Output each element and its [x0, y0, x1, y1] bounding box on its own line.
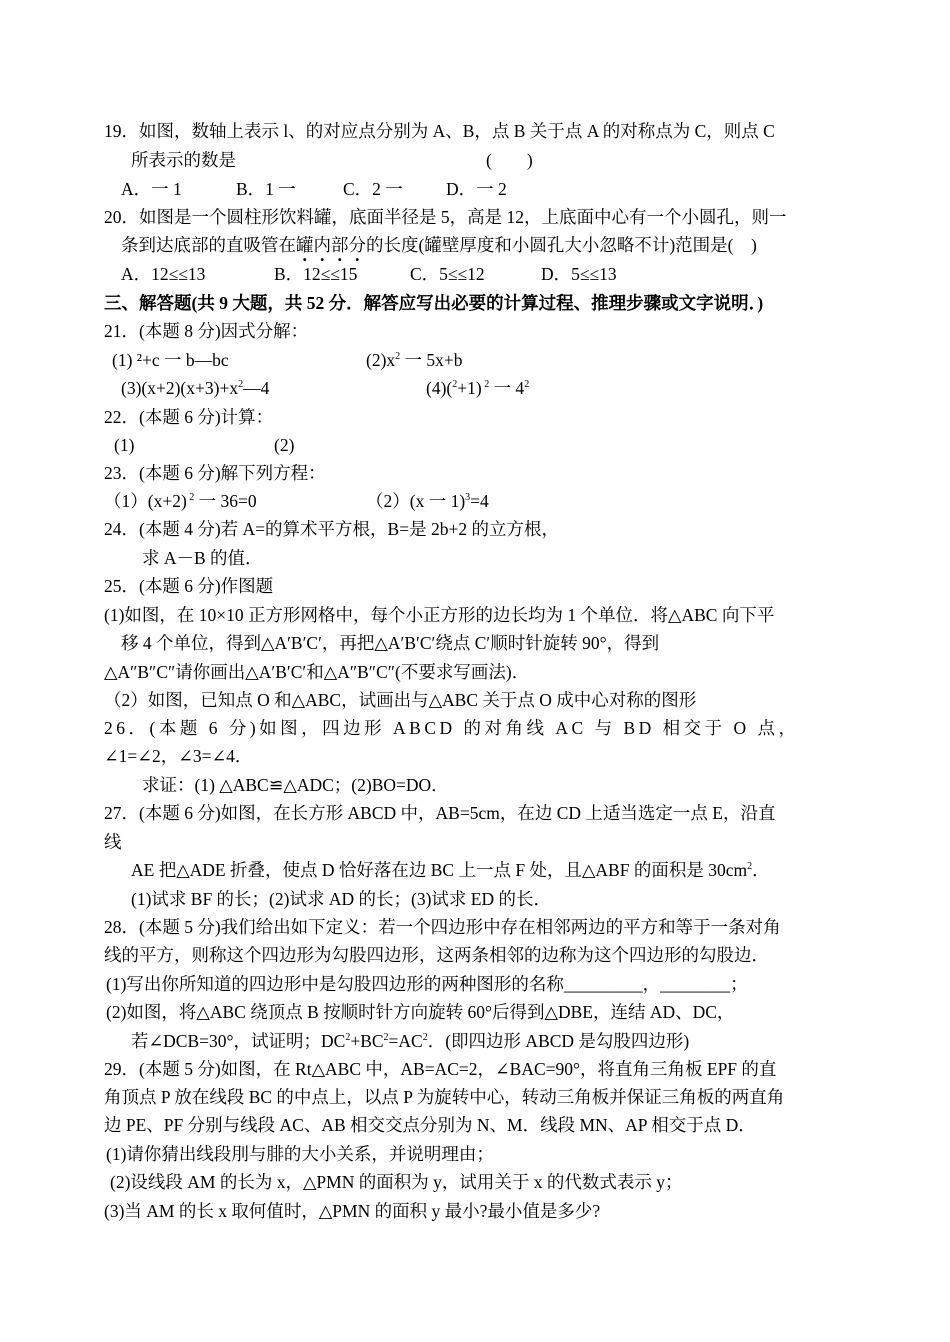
- q28-line3: (1)写出你所知道的四边形中是勾股四边形的两种图形的名称_________，________；: [106, 974, 748, 994]
- q28-line1: 28．(本题 5 分)我们给出如下定义：若一个四边形中存在相邻两边的平方和等于一条对角: [104, 917, 781, 937]
- q20-line2-pre: 条到达底部的直吸管在: [121, 235, 296, 255]
- q21-heading: 21．(本题 8 分)因式分解：: [104, 321, 309, 341]
- q25-part1-line2: 移 4 个单位，得到△A′B′C′，再把△A′B′C′绕点 C′顺时针旋转 90°，得到: [121, 633, 660, 653]
- q23-part2-text: （2）(x 一 1): [366, 491, 466, 511]
- q23-part1: [104, 490, 257, 512]
- q28-line4: (2)如图，将△ABC 绕顶点 B 按顺时针方向旋转 60°后得到△DBE，连结 AD、DC，: [106, 1002, 735, 1022]
- q23-part2-text: =4: [470, 491, 489, 511]
- q25-heading: 25．(本题 6 分)作图题: [104, 576, 274, 596]
- q26-line1: [104, 717, 846, 739]
- q29-line3: 边 PE、PF 分别与线段 AC、AB 相交交点分别为 N、M．线段 MN、AP 相交于点 D．: [104, 1115, 756, 1135]
- q21-part4-text: +1): [457, 378, 482, 398]
- q19-option-b: B．1 一: [236, 179, 296, 199]
- q19-option-a: A．一 1: [121, 179, 182, 199]
- q26-line1-justified: [104, 717, 846, 739]
- q20-option-c: C．5≤≤12: [410, 264, 485, 284]
- q24-line1: 24．(本题 4 分)若 A=的算术平方根，B=是 2b+2 的立方根，: [104, 519, 559, 539]
- q20-line2: [121, 234, 757, 256]
- q20-line1: 20．如图是一个圆柱形饮料罐，底面半径是 5，高是 12，上底面中心有一个小圆孔，则一: [104, 207, 787, 227]
- q19-line2: 所表示的数是: [131, 150, 236, 170]
- q23-heading: 23．(本题 6 分)解下列方程：: [104, 463, 326, 483]
- q22-part1: (1): [114, 435, 135, 455]
- q21-part3-text: —4: [243, 378, 270, 398]
- q21-part2-text: (2)x: [366, 350, 396, 370]
- q26-line2: ∠1=∠2，∠3=∠4．: [104, 746, 253, 766]
- q28-line5-text: +BC: [350, 1031, 384, 1051]
- q27-line3-text: ．: [752, 860, 770, 880]
- q23-part1-text: 一 36=0: [194, 491, 257, 511]
- emphasis-char: 分: [348, 235, 366, 255]
- q20-option-b: B．12≤≤15: [274, 264, 358, 284]
- exponent: 3: [465, 492, 471, 503]
- q29-line5: (2)设线段 AM 的长为 x，△PMN 的面积为 y，试用关于 x 的代数式表示 y；: [110, 1172, 683, 1192]
- q28-line5: [131, 1030, 689, 1052]
- q29-line2: 角顶点 P 放在线段 BC 的中点上，以点 P 为旋转中心，转动三角板并保证三角板的两直角: [104, 1087, 785, 1107]
- q21-part2: [366, 349, 463, 371]
- q28-line5-text: ．(即四边形 ABCD 是勾股四边形): [427, 1031, 690, 1051]
- q21-part4-text: (4)(: [426, 378, 453, 398]
- q27-line3: [131, 859, 770, 881]
- q29-line4: (1)请你猜出线段刖与腓的大小关系，并说明理由；: [106, 1144, 494, 1164]
- q28-line2: 线的平方，则称这个四边形为勾股四边形，这两条相邻的边称为这个四边形的勾股边．: [104, 945, 769, 965]
- q27-line2: 线: [104, 832, 122, 852]
- emphasis-char: 部: [331, 235, 349, 255]
- exponent: 2: [747, 861, 753, 872]
- q22-part2: (2): [274, 435, 295, 455]
- q20-line2-post: 的长度(罐壁厚度和小圆孔大小忽略不计)范围是( ): [366, 235, 757, 255]
- exponent: 2: [524, 379, 530, 390]
- q20-option-a: A．12≤≤13: [121, 264, 206, 284]
- emphasis-char: 罐: [296, 235, 314, 255]
- q23-part1-text: （1）(x+2): [104, 491, 187, 511]
- emphasis-char: 内: [313, 235, 331, 255]
- q27-line4: (1)试求 BF 的长；(2)试求 AD 的长；(3)试求 ED 的长．: [131, 889, 551, 909]
- exponent: 2: [186, 492, 195, 503]
- exponent: 2: [452, 379, 458, 390]
- exponent: 2: [481, 379, 490, 390]
- exponent: 2: [422, 1032, 428, 1043]
- q21-part1: (1) ²+c 一 b—bc: [112, 350, 229, 370]
- q27-line1: 27．(本题 6 分)如图，在长方形 ABCD 中，AB=5cm，在边 CD 上适当选定一点 E，沿直: [104, 803, 776, 823]
- q21-part3: [121, 377, 269, 399]
- q19-answer-paren: ( ): [486, 150, 533, 170]
- q24-line2: 求 A－B 的值．: [142, 548, 263, 568]
- q25-part2: （2）如图，已知点 O 和△ABC，试画出与△ABC 关于点 O 成中心对称的图形: [104, 690, 697, 710]
- q28-line5-text: =AC: [388, 1031, 423, 1051]
- q19-option-d: D．一 2: [446, 179, 507, 199]
- q22-heading: 22．(本题 6 分)计算：: [104, 407, 274, 427]
- q20-option-d: D．5≤≤13: [541, 264, 617, 284]
- q21-part2-text: 一 5x+b: [400, 350, 463, 370]
- q21-part4: [426, 377, 529, 399]
- q21-part4-text: 一 4: [489, 378, 525, 398]
- q19-line1: 19．如图，数轴上表示 l、的对应点分别为 A、B，点 B 关于点 A 的对称点为 C，则点 C: [104, 121, 775, 141]
- q29-line6: (3)当 AM 的长 x 取何值时，△PMN 的面积 y 最小?最小值是多少?: [104, 1201, 601, 1221]
- q26-line3: 求证：(1) △ABC≌△ADC；(2)BO=DO．: [142, 775, 449, 795]
- q25-part1-line1: (1)如图，在 10×10 正方形网格中，每个小正方形的边长均为 1 个单位．将△ABC 向下平: [104, 605, 775, 625]
- q26-line1-text: 26．(本题 6 分)如图，四边形 ABCD 的对角线 AC 与 BD 相交于 O 点，: [104, 718, 800, 738]
- exponent: 2: [345, 1032, 351, 1043]
- q19-option-c: C．2 一: [343, 179, 403, 199]
- q28-line5-text: 若∠DCB=30°，试证明；DC: [131, 1031, 346, 1051]
- q29-line1: 29．(本题 5 分)如图，在 Rt△ABC 中，AB=AC=2，∠BAC=90°，将直角三角板 EPF 的直: [104, 1059, 777, 1079]
- q21-part3-text: (3)(x+2)(x+3)+x: [121, 378, 239, 398]
- q25-part1-line3: △A″B″C″请你画出△A′B′C′和△A″B″C″(不要求写画法)．: [104, 662, 530, 682]
- exponent: 2: [383, 1032, 389, 1043]
- exponent: 2: [395, 351, 401, 362]
- section-3-heading: 三、解答题(共 9 大题，共 52 分．解答应写出必要的计算过程、推理步骤或文字说明．): [104, 293, 764, 313]
- q23-part2: [366, 490, 489, 512]
- q27-line3-text: AE 把△ADE 折叠，使点 D 恰好落在边 BC 上一点 F 处，且△ABF 的面积是 30cm: [131, 860, 748, 880]
- exponent: 2: [238, 379, 244, 390]
